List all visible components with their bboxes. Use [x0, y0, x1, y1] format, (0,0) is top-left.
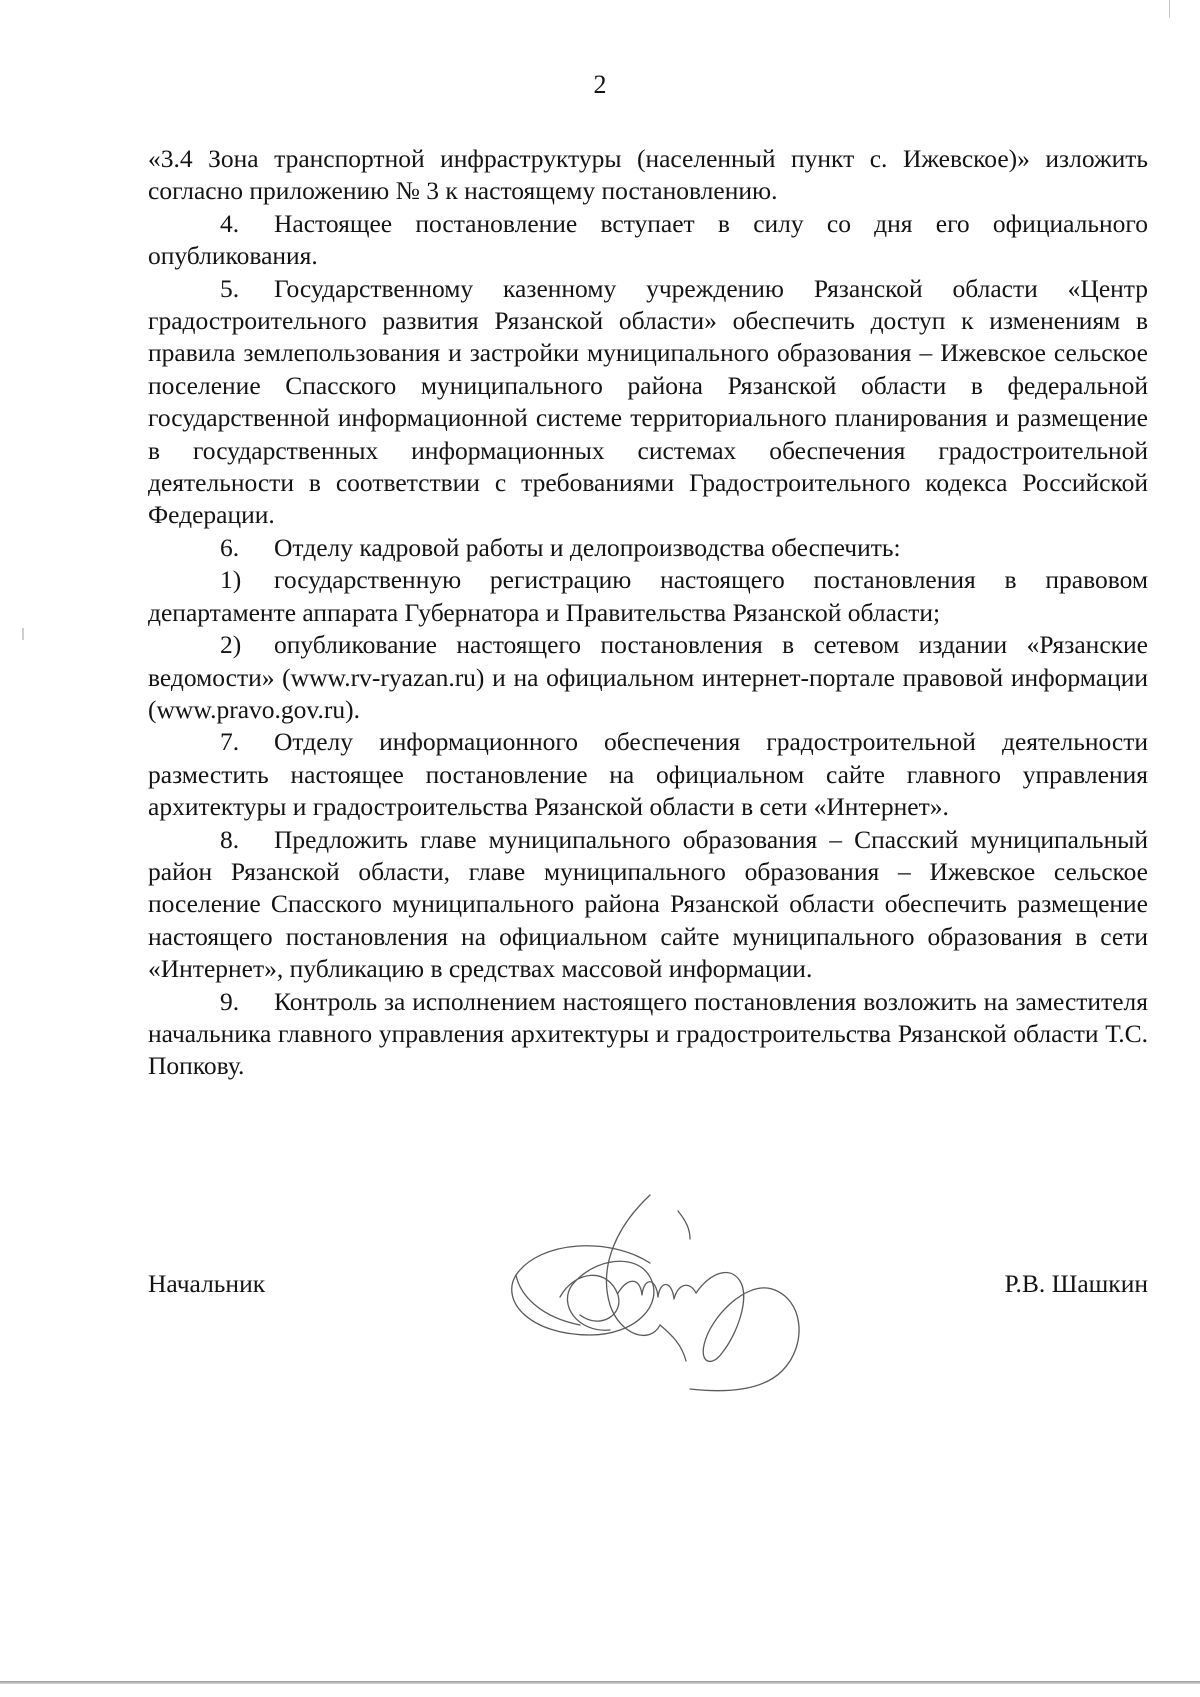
paragraph-number: 9.: [220, 986, 240, 1016]
signatory-position: Начальник: [148, 1269, 266, 1298]
paragraph-number: 6.: [220, 532, 240, 562]
paragraph-text: «3.4 Зона транспортной инфраструктуры (населенный пункт с. Ижевское)» изложить согласно приложению № 3 к настоящему постановлению.: [148, 144, 1148, 206]
paragraph-text: Предложить главе муниципального образования – Спасский муниципальный район Рязанской области, главе муниципального образования – Ижевское сельское поселение Спасского муниципального района Рязанской области обеспечить размещение настоящего постановления на официальном сайте муниципального образования в сети «Интернет», публикацию в средствах массовой информации.: [148, 824, 1148, 984]
paragraph-item-7: [148, 726, 1148, 823]
scan-edge-mark: [1169, 0, 1170, 18]
paragraph-text: Контроль за исполнением настоящего постановления возложить на заместителя начальника главного управления архитектуры и градостроительства Рязанской области Т.С. Попкову.: [148, 986, 1148, 1081]
paragraph-item-8: [148, 824, 1148, 986]
paragraph-number: 7.: [220, 727, 240, 757]
signature-block: [148, 1268, 1148, 1308]
document-body: [148, 143, 1148, 1083]
paragraph-text: Отделу информационного обеспечения градостроительной деятельности разместить настоящее постановление на официальном сайте главного управления архитектуры и градостроительства Рязанской области в сети «Интернет».: [148, 727, 1148, 822]
paragraph-continuation: [148, 143, 1148, 208]
paragraph-number: 4.: [220, 208, 240, 238]
scan-bottom-edge: [0, 1681, 1200, 1684]
paragraph-item-6: [148, 532, 1148, 564]
paragraph-text: Отделу кадровой работы и делопроизводства обеспечить:: [274, 532, 901, 562]
page-number: 2: [593, 70, 607, 99]
paragraph-item-4: [148, 208, 1148, 273]
paragraph-text: опубликование настоящего постановления в сетевом издании «Рязанские ведомости» (www.rv-ryazan.ru) и на официальном интернет-портале правовой информации (www.pravo.gov.ru).: [148, 630, 1148, 724]
paragraph-number: 5.: [220, 273, 240, 303]
signatory-name: Р.В. Шашкин: [1004, 1269, 1148, 1298]
paragraph-text: Настоящее постановление вступает в силу со дня его официального опубликования.: [148, 208, 1148, 271]
paragraph-item-9: [148, 986, 1148, 1083]
paragraph-text: государственную регистрацию настоящего постановления в правовом департаменте аппарата Губернатора и Правительства Рязанской области;: [148, 565, 1148, 627]
subitem-1: [148, 564, 1148, 629]
subitem-2: [148, 629, 1148, 726]
paragraph-number: 8.: [220, 824, 240, 854]
subitem-number: 2): [220, 630, 242, 660]
paragraph-item-5: [148, 273, 1148, 532]
subitem-number: 1): [220, 565, 242, 595]
scan-speck: [22, 628, 24, 640]
paragraph-text: Государственному казенному учреждению Рязанской области «Центр градостроительного развития Рязанской области» обеспечить доступ к изменениям в правила землепользования и застройки муниципального образования – Ижевское сельское поселение Спасского муниципального района Рязанской области в федеральной государственной информационной системе территориального планирования и размещение в государственных информационных системах обеспечения градостроительной деятельности в соответствии с требованиями Градостроительного кодекса Российской Федерации.: [148, 273, 1148, 530]
